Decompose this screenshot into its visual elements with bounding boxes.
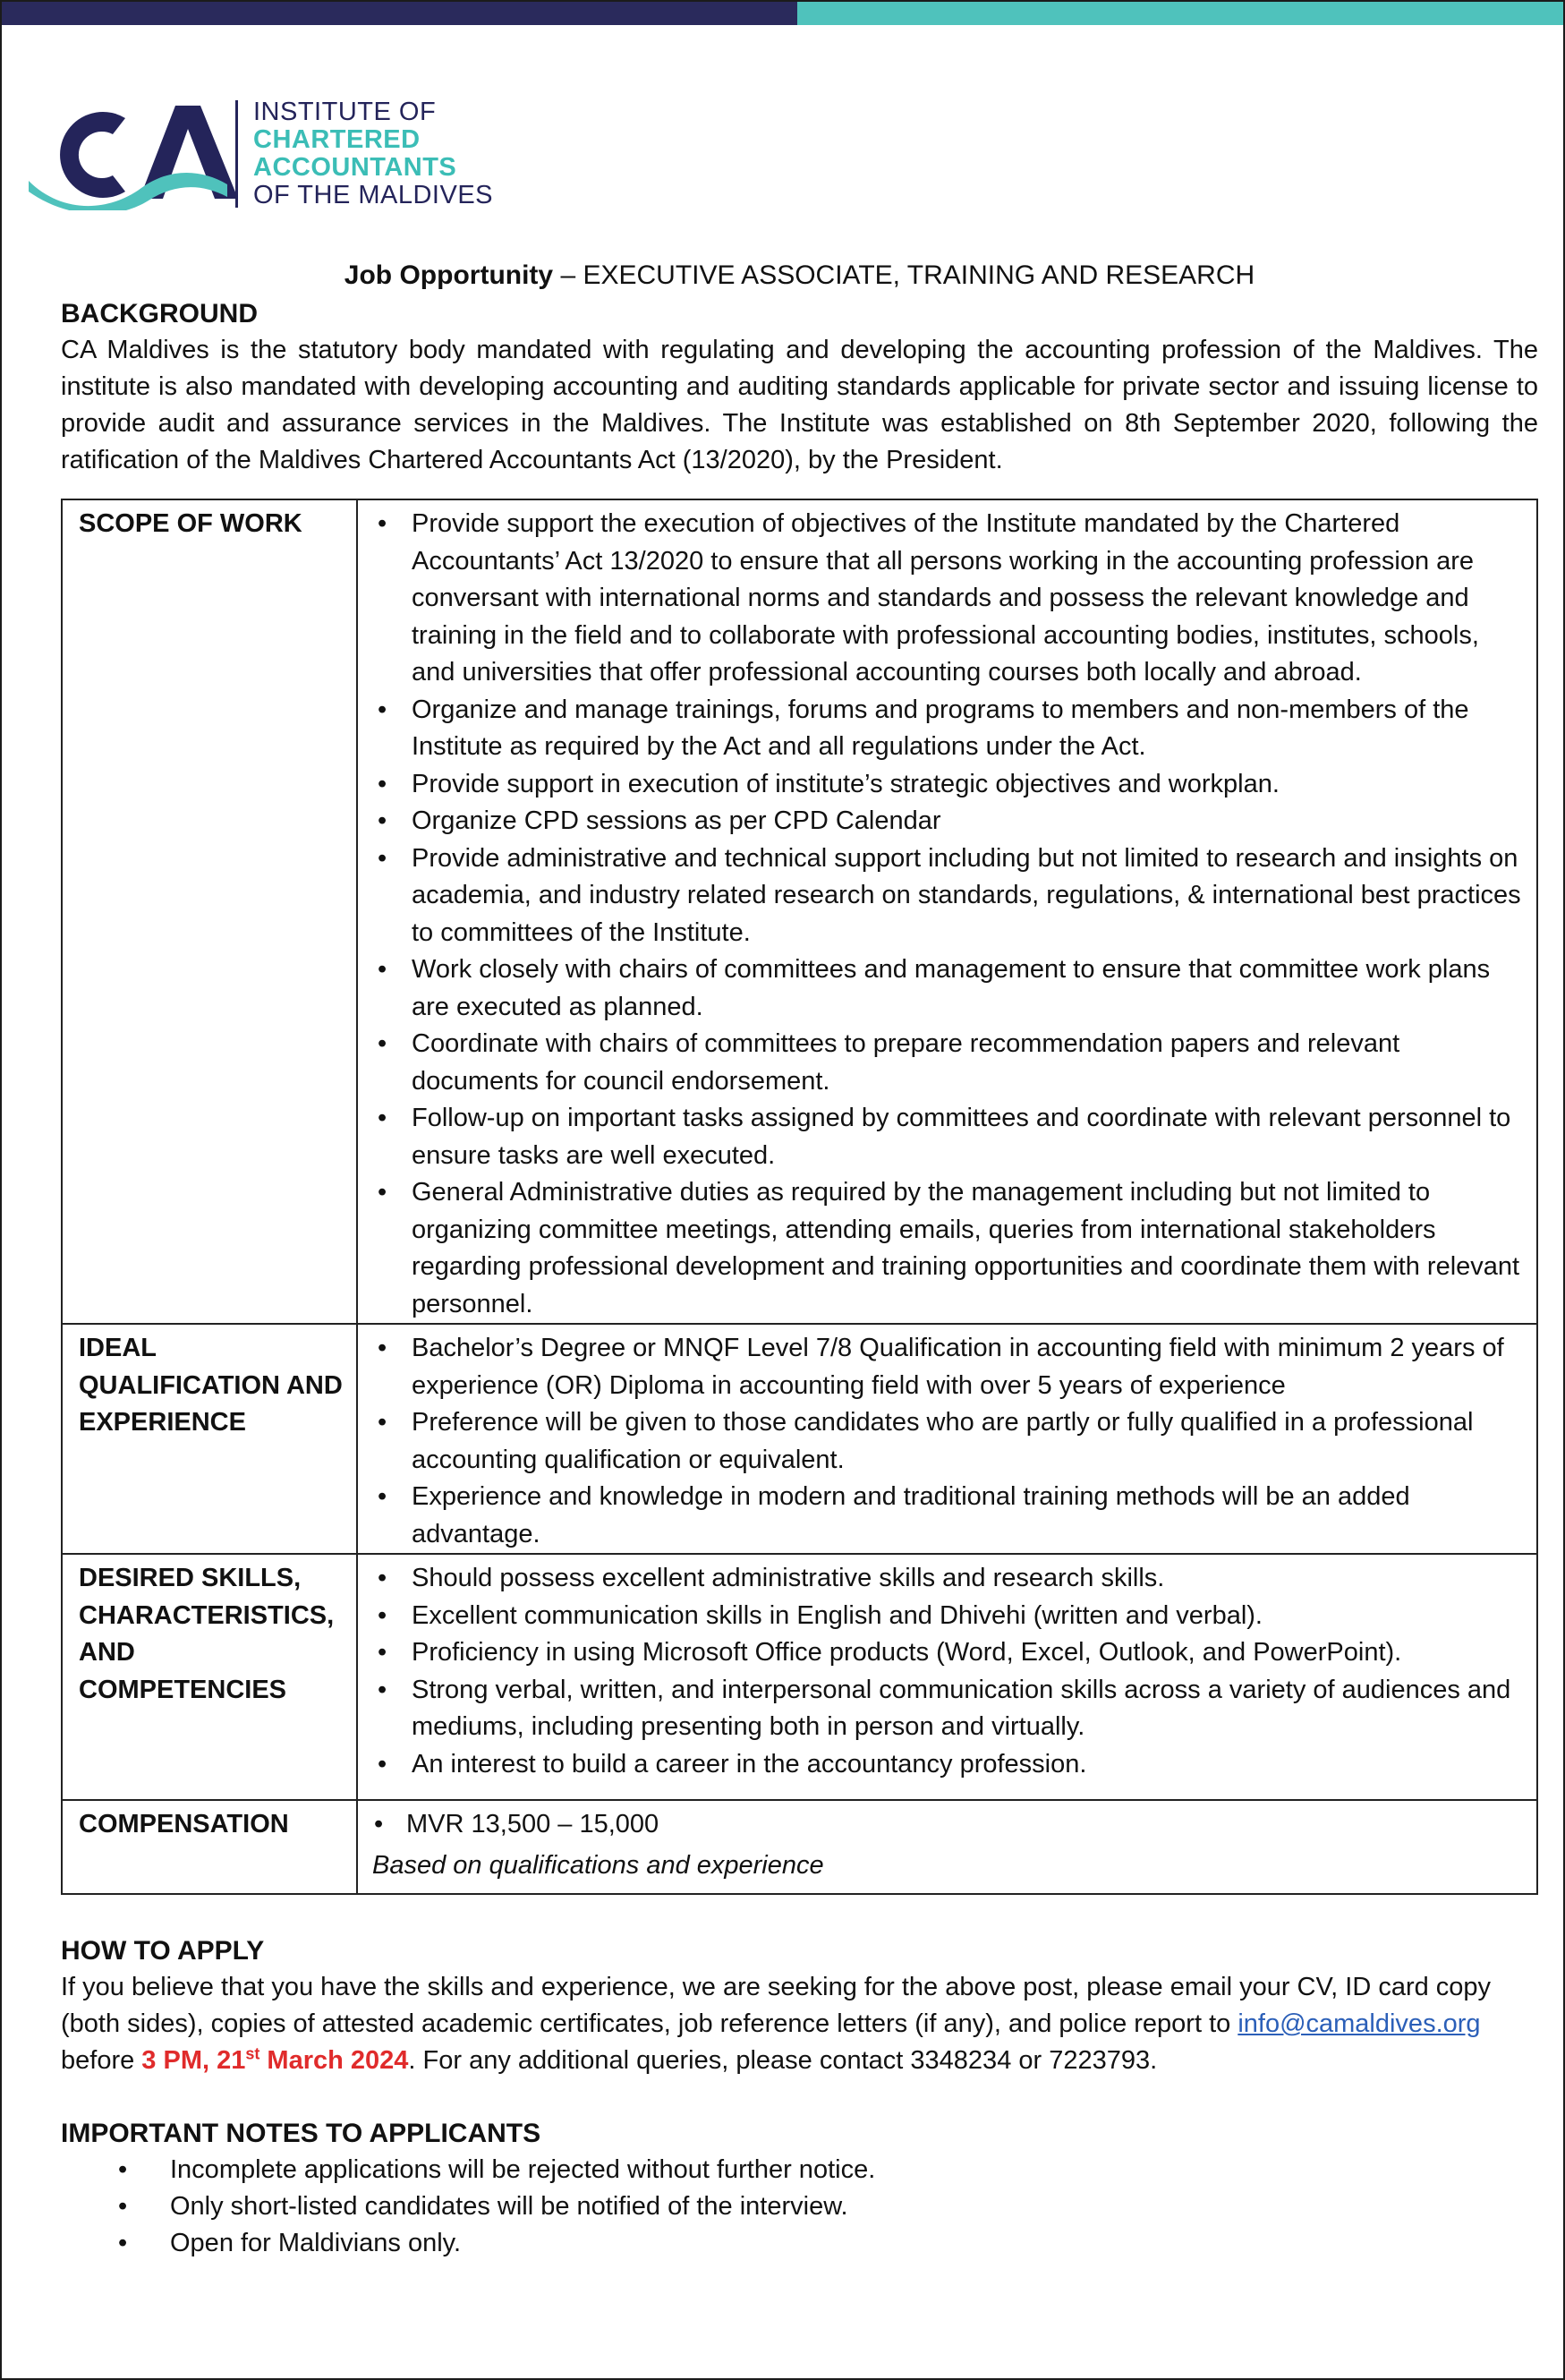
skills-label: DESIRED SKILLS, CHARACTERISTICS, AND COMPETENCIES <box>62 1554 357 1800</box>
job-title-role: – EXECUTIVE ASSOCIATE, TRAINING AND RESEARCH <box>553 260 1255 290</box>
qualification-list <box>372 1330 1526 1553</box>
table-row-compensation <box>62 1800 1537 1894</box>
top-bar-navy-segment <box>2 2 797 25</box>
logo-line-2: CHARTERED <box>253 125 421 154</box>
deadline-part-a: 3 PM, 21 <box>141 2046 246 2075</box>
list-item: • Provide support in execution of institute’s strategic objectives and workplan. <box>412 766 1526 804</box>
logo-wordmark <box>253 98 493 209</box>
email-link[interactable]: info@camaldives.org <box>1238 2009 1481 2038</box>
compensation-note: Based on qualifications and experience <box>372 1850 824 1880</box>
qualification-label: IDEAL QUALIFICATION AND EXPERIENCE <box>62 1324 357 1554</box>
table-row-skills <box>62 1554 1537 1800</box>
ca-maldives-logo <box>25 98 508 210</box>
compensation-amount: • MVR 13,500 – 15,000 <box>406 1806 1526 1844</box>
scope-cell <box>357 499 1537 1324</box>
list-item: • Proficiency in using Microsoft Office products (Word, Excel, Outlook, and PowerPoint). <box>412 1634 1526 1672</box>
table-row-scope <box>62 499 1537 1324</box>
logo-divider <box>234 98 240 210</box>
list-item: • An interest to build a career in the accountancy profession. <box>412 1746 1526 1784</box>
important-notes-heading: IMPORTANT NOTES TO APPLICANTS <box>61 2119 541 2148</box>
compensation-cell <box>357 1800 1537 1894</box>
deadline-text <box>141 2046 408 2075</box>
list-item: • Strong verbal, written, and interpersonal communication skills across a variety of audiences and mediums, including presenting both in person and virtually. <box>412 1672 1526 1746</box>
how-to-apply-heading: HOW TO APPLY <box>61 1936 265 1966</box>
list-item: • Preference will be given to those candidates who are partly or fully qualified in a professional accounting qualification or equivalent. <box>412 1404 1526 1479</box>
list-item: • Should possess excellent administrative skills and research skills. <box>412 1560 1526 1598</box>
list-item: • Coordinate with chairs of committees to prepare recommendation papers and relevant documents for council endorsement. <box>412 1026 1526 1100</box>
how-to-apply-paragraph <box>61 1969 1538 2079</box>
scope-list <box>372 506 1526 1323</box>
logo-line-4: OF THE MALDIVES <box>253 181 494 209</box>
list-item: • Organize CPD sessions as per CPD Calendar <box>412 803 1526 840</box>
document-content <box>61 256 1538 2262</box>
important-notes-section <box>61 2115 1538 2262</box>
list-item: • General Administrative duties as required by the management including but not limited to organizing committee meetings, attending emails, queries from international stakeholders regarding professional development and training opportunities and coordinate them with relevant personnel. <box>412 1174 1526 1323</box>
background-heading: BACKGROUND <box>61 299 258 328</box>
background-paragraph: CA Maldives is the statutory body mandated with regulating and developing the accounting profession of the Maldives. The institute is also mandated with developing accounting and auditing standards applicable for private sector and issuing license to provide audit and assurance services in the Maldives. The Institute was established on 8th September 2020, following the ratification of the Maldives Chartered Accountants Act (13/2020), by the President. <box>61 336 1538 474</box>
list-item: • Bachelor’s Degree or MNQF Level 7/8 Qualification in accounting field with minimum 2 years of experience (OR) Diploma in accounting field with over 5 years of experience <box>412 1330 1526 1404</box>
table-row-qualification <box>62 1324 1537 1554</box>
skills-list <box>372 1560 1526 1783</box>
list-item: • Provide administrative and technical support including but not limited to research and insights on academia, and industry related research on standards, regulations, & international best practices to committees of the Institute. <box>412 840 1526 952</box>
list-item: • Provide support the execution of objectives of the Institute mandated by the Chartered Accountants’ Act 13/2020 to ensure that all persons working in the accounting profession are conversant with international norms and standards and possess the relevant knowledge and training in the field and to collaborate with professional accounting bodies, institutes, schools, and universities that offer professional accounting courses both locally and abroad. <box>412 506 1526 692</box>
deadline-suffix: st <box>245 2044 260 2063</box>
compensation-list <box>372 1806 1526 1844</box>
deadline-part-b: March 2024 <box>259 2046 409 2075</box>
skills-cell <box>357 1554 1537 1800</box>
logo-line-3: ACCOUNTANTS <box>253 153 457 182</box>
job-details-table <box>61 499 1538 1895</box>
job-title-bold: Job Opportunity <box>344 260 554 290</box>
compensation-label: COMPENSATION <box>62 1800 357 1894</box>
top-bar-teal-segment <box>797 2 1563 25</box>
scope-label: SCOPE OF WORK <box>62 499 357 1324</box>
apply-text-mid: before <box>61 2046 142 2075</box>
ca-logo-mark-icon <box>25 98 240 210</box>
apply-text-before: If you believe that you have the skills and experience, we are seeking for the above post, please email your CV, ID card copy (both sides), copies of attested academic certificates, job reference letters (if any), and police report to <box>61 1973 1492 2038</box>
list-item: • Incomplete applications will be rejected without further notice. <box>170 2152 1538 2188</box>
logo-line-1: INSTITUTE OF <box>253 98 437 126</box>
qualification-cell <box>357 1324 1537 1554</box>
list-item: • Follow-up on important tasks assigned by committees and coordinate with relevant personnel to ensure tasks are well executed. <box>412 1100 1526 1174</box>
list-item: • Excellent communication skills in English and Dhivehi (written and verbal). <box>412 1598 1526 1635</box>
top-color-bar <box>2 2 1563 25</box>
apply-text-after: . For any additional queries, please contact 3348234 or 7223793. <box>408 2046 1158 2075</box>
list-item: • Open for Maldivians only. <box>170 2225 1538 2262</box>
job-title <box>61 256 1538 295</box>
list-item: • Organize and manage trainings, forums and programs to members and non-members of the Institute as required by the Act and all regulations under the Act. <box>412 692 1526 766</box>
list-item: • Work closely with chairs of committees and management to ensure that committee work plans are executed as planned. <box>412 951 1526 1026</box>
notes-list <box>61 2152 1538 2262</box>
list-item: • Experience and knowledge in modern and traditional training methods will be an added advantage. <box>412 1479 1526 1553</box>
how-to-apply-section <box>61 1932 1538 2079</box>
list-item: • Only short-listed candidates will be notified of the interview. <box>170 2188 1538 2225</box>
